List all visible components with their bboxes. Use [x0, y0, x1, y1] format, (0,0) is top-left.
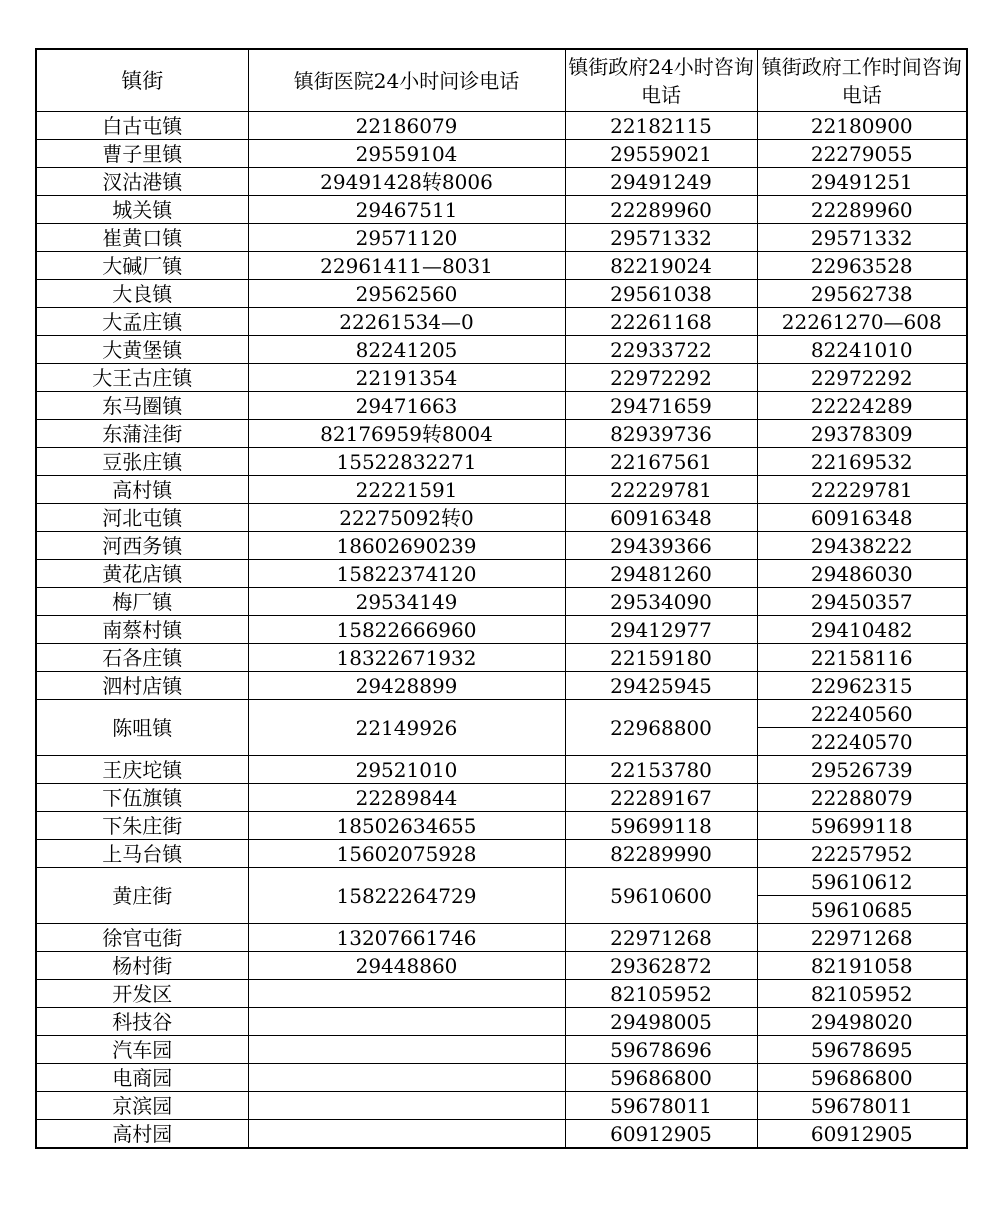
table-row [36, 1064, 967, 1092]
hospital-phone-cell: 18602690239 [248, 532, 565, 560]
table-row [36, 448, 967, 476]
gov-24h-phone-cell: 29412977 [565, 616, 757, 644]
town-cell: 汊沽港镇 [36, 168, 248, 196]
gov-24h-phone-cell: 59610600 [565, 868, 757, 924]
gov-work-phone-cell: 29378309 [757, 420, 967, 448]
table-row [36, 252, 967, 280]
gov-work-phone-cell: 22962315 [757, 672, 967, 700]
table-row [36, 224, 967, 252]
table-row [36, 196, 967, 224]
hospital-phone-cell: 15822666960 [248, 616, 565, 644]
header-town: 镇街 [36, 49, 248, 112]
town-cell: 高村镇 [36, 476, 248, 504]
town-cell: 徐官屯街 [36, 924, 248, 952]
gov-work-phone-cell: 22289960 [757, 196, 967, 224]
town-cell: 汽车园 [36, 1036, 248, 1064]
town-cell: 曹子里镇 [36, 140, 248, 168]
hospital-phone-cell: 22186079 [248, 112, 565, 140]
gov-24h-phone-cell: 59686800 [565, 1064, 757, 1092]
gov-work-phone-cell: 22257952 [757, 840, 967, 868]
hospital-phone-cell: 22221591 [248, 476, 565, 504]
gov-24h-phone-cell: 22933722 [565, 336, 757, 364]
gov-work-phone-cell: 29491251 [757, 168, 967, 196]
table-row [36, 616, 967, 644]
town-cell: 城关镇 [36, 196, 248, 224]
town-cell: 下朱庄街 [36, 812, 248, 840]
table-row [36, 336, 967, 364]
header-row [36, 49, 967, 112]
table-row [36, 924, 967, 952]
gov-work-phone-cell: 60916348 [757, 504, 967, 532]
gov-24h-phone-cell: 22968800 [565, 700, 757, 756]
town-cell: 河北屯镇 [36, 504, 248, 532]
gov-work-phone-cell: 29438222 [757, 532, 967, 560]
hospital-phone-cell: 13207661746 [248, 924, 565, 952]
town-cell: 东马圈镇 [36, 392, 248, 420]
town-cell: 南蔡村镇 [36, 616, 248, 644]
table-row [36, 868, 967, 896]
gov-24h-phone-cell: 60912905 [565, 1120, 757, 1149]
table-row [36, 1092, 967, 1120]
hospital-phone-cell: 22275092转0 [248, 504, 565, 532]
gov-24h-phone-cell: 22159180 [565, 644, 757, 672]
hospital-phone-cell [248, 980, 565, 1008]
gov-work-phone-cell: 60912905 [757, 1120, 967, 1149]
town-cell: 陈咀镇 [36, 700, 248, 756]
gov-24h-phone-cell: 29439366 [565, 532, 757, 560]
table-row [36, 392, 967, 420]
town-cell: 河西务镇 [36, 532, 248, 560]
town-cell: 黄花店镇 [36, 560, 248, 588]
gov-24h-phone-cell: 29559021 [565, 140, 757, 168]
hospital-phone-cell [248, 1064, 565, 1092]
hospital-phone-cell [248, 1008, 565, 1036]
town-cell: 白古屯镇 [36, 112, 248, 140]
town-cell: 泗村店镇 [36, 672, 248, 700]
hospital-phone-cell: 15602075928 [248, 840, 565, 868]
hospital-phone-cell: 29491428转8006 [248, 168, 565, 196]
gov-work-phone-cell: 82241010 [757, 336, 967, 364]
town-cell: 上马台镇 [36, 840, 248, 868]
table-row [36, 504, 967, 532]
gov-24h-phone-cell: 29481260 [565, 560, 757, 588]
hospital-phone-cell [248, 1036, 565, 1064]
gov-24h-phone-cell: 22153780 [565, 756, 757, 784]
gov-24h-phone-cell: 22261168 [565, 308, 757, 336]
gov-work-phone-cell: 22972292 [757, 364, 967, 392]
table-row [36, 1120, 967, 1149]
town-cell: 梅厂镇 [36, 588, 248, 616]
table-row [36, 476, 967, 504]
table-row [36, 784, 967, 812]
town-cell: 王庆坨镇 [36, 756, 248, 784]
hospital-phone-cell: 22289844 [248, 784, 565, 812]
gov-24h-phone-cell: 29425945 [565, 672, 757, 700]
table-row [36, 840, 967, 868]
gov-24h-phone-cell: 82105952 [565, 980, 757, 1008]
gov-work-phone-cell: 82105952 [757, 980, 967, 1008]
town-cell: 大碱厂镇 [36, 252, 248, 280]
town-cell: 下伍旗镇 [36, 784, 248, 812]
hospital-phone-cell [248, 1092, 565, 1120]
hospital-phone-cell: 18502634655 [248, 812, 565, 840]
gov-24h-phone-cell: 82939736 [565, 420, 757, 448]
hospital-phone-cell: 82241205 [248, 336, 565, 364]
gov-work-phone-cell: 59678011 [757, 1092, 967, 1120]
town-cell: 大孟庄镇 [36, 308, 248, 336]
gov-work-phone-cell: 29571332 [757, 224, 967, 252]
table-row [36, 700, 967, 728]
header-hospital-phone: 镇街医院24小时问诊电话 [248, 49, 565, 112]
gov-work-phone-cell: 22158116 [757, 644, 967, 672]
hospital-phone-cell: 29562560 [248, 280, 565, 308]
hospital-phone-cell: 29534149 [248, 588, 565, 616]
gov-24h-phone-cell: 82289990 [565, 840, 757, 868]
gov-24h-phone-cell: 29534090 [565, 588, 757, 616]
table-row [36, 532, 967, 560]
gov-24h-phone-cell: 22971268 [565, 924, 757, 952]
table-row [36, 588, 967, 616]
table-row [36, 560, 967, 588]
gov-24h-phone-cell: 29561038 [565, 280, 757, 308]
town-cell: 京滨园 [36, 1092, 248, 1120]
gov-24h-phone-cell: 22289167 [565, 784, 757, 812]
gov-24h-phone-cell: 59678011 [565, 1092, 757, 1120]
gov-24h-phone-cell: 22167561 [565, 448, 757, 476]
table-row [36, 980, 967, 1008]
table-row [36, 756, 967, 784]
gov-work-phone-cell: 29498020 [757, 1008, 967, 1036]
town-cell: 科技谷 [36, 1008, 248, 1036]
hospital-phone-cell: 15822374120 [248, 560, 565, 588]
table-row [36, 420, 967, 448]
gov-work-phone-cell: 22971268 [757, 924, 967, 952]
gov-work-phone-cell: 22261270—608 [757, 308, 967, 336]
table-row [36, 280, 967, 308]
gov-24h-phone-cell: 22972292 [565, 364, 757, 392]
hospital-phone-cell: 29428899 [248, 672, 565, 700]
gov-work-phone-cell: 22963528 [757, 252, 967, 280]
hospital-phone-cell: 29559104 [248, 140, 565, 168]
hospital-phone-cell: 15522832271 [248, 448, 565, 476]
table-row [36, 1008, 967, 1036]
gov-24h-phone-cell: 29498005 [565, 1008, 757, 1036]
gov-work-phone-cell: 22240570 [757, 728, 967, 756]
gov-24h-phone-cell: 29362872 [565, 952, 757, 980]
table-row [36, 644, 967, 672]
town-cell: 东蒲洼街 [36, 420, 248, 448]
town-cell: 电商园 [36, 1064, 248, 1092]
gov-work-phone-cell: 59610612 [757, 868, 967, 896]
table-row [36, 112, 967, 140]
gov-work-phone-cell: 22288079 [757, 784, 967, 812]
gov-24h-phone-cell: 59699118 [565, 812, 757, 840]
table-row [36, 168, 967, 196]
table-row [36, 672, 967, 700]
town-cell: 石各庄镇 [36, 644, 248, 672]
gov-24h-phone-cell: 29471659 [565, 392, 757, 420]
table-row [36, 952, 967, 980]
gov-work-phone-cell: 59699118 [757, 812, 967, 840]
town-cell: 开发区 [36, 980, 248, 1008]
gov-24h-phone-cell: 82219024 [565, 252, 757, 280]
table-row [36, 812, 967, 840]
hospital-phone-cell: 22261534—0 [248, 308, 565, 336]
gov-24h-phone-cell: 29571332 [565, 224, 757, 252]
town-cell: 高村园 [36, 1120, 248, 1149]
gov-24h-phone-cell: 60916348 [565, 504, 757, 532]
hospital-phone-cell: 29471663 [248, 392, 565, 420]
hospital-phone-cell [248, 1120, 565, 1149]
table-row [36, 364, 967, 392]
town-cell: 大黄堡镇 [36, 336, 248, 364]
table-row [36, 1036, 967, 1064]
gov-24h-phone-cell: 59678696 [565, 1036, 757, 1064]
hospital-phone-cell: 29571120 [248, 224, 565, 252]
gov-24h-phone-cell: 22289960 [565, 196, 757, 224]
gov-work-phone-cell: 59678695 [757, 1036, 967, 1064]
gov-work-phone-cell: 29562738 [757, 280, 967, 308]
town-cell: 杨村街 [36, 952, 248, 980]
town-cell: 大良镇 [36, 280, 248, 308]
gov-24h-phone-cell: 22229781 [565, 476, 757, 504]
hospital-phone-cell: 82176959转8004 [248, 420, 565, 448]
gov-work-phone-cell: 22169532 [757, 448, 967, 476]
gov-work-phone-cell: 22224289 [757, 392, 967, 420]
hospital-phone-cell: 29448860 [248, 952, 565, 980]
gov-work-phone-cell: 22240560 [757, 700, 967, 728]
header-gov-24h-phone: 镇街政府24小时咨询电话 [565, 49, 757, 112]
gov-work-phone-cell: 22180900 [757, 112, 967, 140]
gov-work-phone-cell: 22279055 [757, 140, 967, 168]
hospital-phone-cell: 18322671932 [248, 644, 565, 672]
gov-24h-phone-cell: 22182115 [565, 112, 757, 140]
table-row [36, 140, 967, 168]
header-gov-work-phone: 镇街政府工作时间咨询电话 [757, 49, 967, 112]
gov-work-phone-cell: 29526739 [757, 756, 967, 784]
hospital-phone-cell: 22149926 [248, 700, 565, 756]
town-cell: 大王古庄镇 [36, 364, 248, 392]
phone-directory-table [35, 48, 968, 1149]
hospital-phone-cell: 29521010 [248, 756, 565, 784]
town-cell: 崔黄口镇 [36, 224, 248, 252]
town-cell: 黄庄街 [36, 868, 248, 924]
gov-24h-phone-cell: 29491249 [565, 168, 757, 196]
town-cell: 豆张庄镇 [36, 448, 248, 476]
hospital-phone-cell: 15822264729 [248, 868, 565, 924]
gov-work-phone-cell: 29450357 [757, 588, 967, 616]
table-row [36, 308, 967, 336]
gov-work-phone-cell: 29410482 [757, 616, 967, 644]
hospital-phone-cell: 29467511 [248, 196, 565, 224]
gov-work-phone-cell: 82191058 [757, 952, 967, 980]
hospital-phone-cell: 22961411—8031 [248, 252, 565, 280]
gov-work-phone-cell: 29486030 [757, 560, 967, 588]
table-body [36, 112, 967, 1149]
gov-work-phone-cell: 59610685 [757, 896, 967, 924]
gov-work-phone-cell: 59686800 [757, 1064, 967, 1092]
hospital-phone-cell: 22191354 [248, 364, 565, 392]
gov-work-phone-cell: 22229781 [757, 476, 967, 504]
